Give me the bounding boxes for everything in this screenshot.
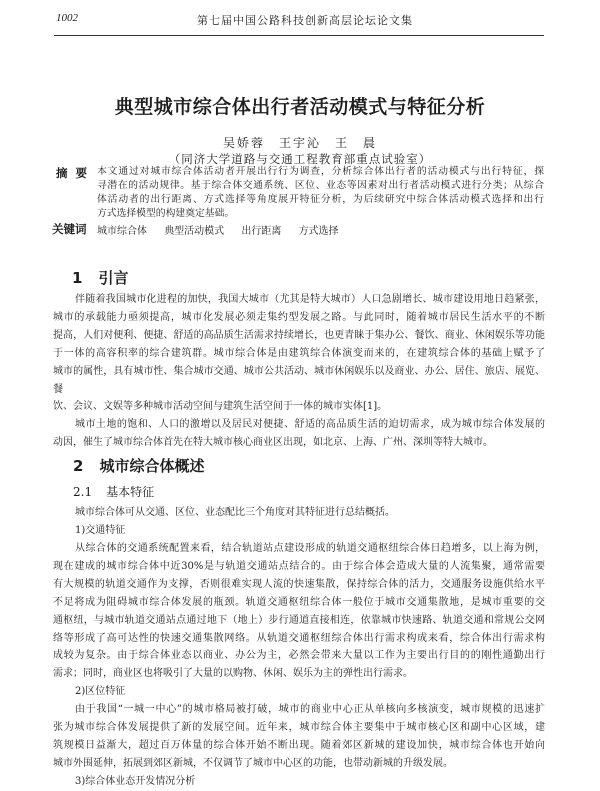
paragraph [53, 291, 545, 416]
section-heading-1 [72, 267, 128, 288]
keyword: 典型活动模式 [164, 226, 225, 237]
affiliation: （同济大学道路与交通工程教育部重点试验室） [168, 152, 432, 166]
header-rule [54, 35, 544, 36]
text-line: 从综合体的交通系统配置来看，结合轨道站点建设形成的轨道交通枢纽综合体日趋增多，以上海为例， [75, 542, 545, 554]
item-heading: 2)区位特征 [75, 686, 126, 698]
abstract-label: 摘要 [56, 166, 95, 180]
text-line: 城市的属性，具有城市性、集合城市交通、城市公共活动、城市休闲娱乐以及商业、办公、居住、旅店、展览、餐 [53, 365, 545, 395]
paragraph [53, 540, 545, 683]
keyword: 出行距离 [241, 226, 282, 237]
text-line: 络等形成了高可达性的快速交通集散网络。从轨道交通枢纽综合体出行需求构成来看，综合体出行需求构 [53, 632, 545, 644]
text-line: 通枢纽，与城市轨道交通站点通过地下（地上）步行通道直接相连，依靠城市快速路、轨道交通和常规公交网 [53, 614, 545, 626]
item-heading: 3)综合体业态开发情况分析 [75, 775, 196, 787]
text-line: 动因，催生了城市综合体首先在特大城市核心商业区出现，如北京、上海、广州、深圳等特大城市。 [53, 437, 493, 449]
body-column [53, 291, 545, 791]
abstract [97, 165, 544, 221]
text-line: 不足将成为阻碍城市综合体发展的瓶颈。轨道交通枢纽综合体一般位于城市交通集散地，是城市重要的交 [53, 596, 545, 608]
paper-title: 典型城市综合体出行者活动模式与特征分析 [114, 96, 486, 118]
item-heading: 1)交通特征 [75, 525, 126, 537]
text-line: 城市外围延伸，拓展到郊区新城，不仅调节了城市中心区的功能，也带动新城的升级发展。 [53, 757, 453, 769]
section-title: 城市综合体概述 [99, 457, 205, 476]
abstract-line: 方式选择模型的构建奠定基础。 [97, 208, 235, 219]
text-line: 需求；同时，商业区也将吸引了大量的以购物、休闲、娱乐为主的弹性出行需求。 [53, 668, 413, 680]
text-line: 张为城市综合体发展提供了新的发展空间。近年来，城市综合体主要集中于城市核心区和副中心区域，建 [53, 722, 545, 734]
text-line: 城市综合体可从交通、区位、业态配比三个角度对其特征进行总结概括。 [75, 507, 395, 519]
subsection-number: 2.1 [73, 485, 93, 500]
subsection-heading-2-1 [53, 480, 545, 504]
text-line: 于一体的高容积率的综合建筑群。城市综合体是由建筑综合体演变而来的，在建筑综合体的基础上赋予了 [53, 347, 545, 359]
abstract-line: 体活动者的出行距离、方式选择等角度展开特征分析，为后续研究中综合体活动模式选择和出行 [97, 194, 544, 205]
abstract-line: 本文通过对城市综合体活动者开展出行行为调查，分析综合体出行者的活动模式与出行特征，探 [97, 166, 544, 177]
paragraph [53, 416, 545, 452]
keyword: 方式选择 [298, 226, 339, 237]
subsection-title: 基本特征 [106, 485, 155, 500]
abstract-line: 寻潜在的活动规律。基于综合体交通系统、区位、业态等因素对出行者活动模式进行分类；从综合 [97, 180, 544, 191]
text-line: 现在建成的城市综合体中近30%是与轨道交通站点结合的。由于综合体会造成大量的人流集聚，通常需要 [53, 560, 545, 572]
section-number: 2 [73, 457, 84, 476]
text-line: 成较为复杂。由于综合体业态以商业、办公为主，必然会带来大量以工作为主要出行目的的刚性通勤出行 [53, 650, 545, 662]
section-number: 1 [72, 269, 83, 287]
text-line: 有大规模的轨道交通作为支撑，否则很难实现人流的快速集散，保持综合体的活力，交通服务设施供给水平 [53, 578, 545, 590]
keywords-label: 关键词 [52, 222, 87, 236]
text-line: 提高，人们对便利、便捷、舒适的高品质生活需求持续增长，也更青睐于集办公、餐饮、商业、休闲娱乐等功能 [53, 329, 545, 341]
running-header: 第七届中国公路科技创新高层论坛论文集 [197, 14, 413, 27]
section-heading-2 [53, 452, 545, 478]
paragraph [53, 701, 545, 773]
text-line: 饮、会议、文娱等多种城市活动空间与建筑生活空间于一体的城市实体[1]。 [53, 401, 388, 413]
text-line: 城市的承载能力亟须提高，城市化发展必须走集约型发展之路。与此同时，随着城市居民生活水平的不断 [53, 311, 545, 323]
keyword: 城市综合体 [97, 226, 147, 237]
authors: 吴娇蓉 王宇沁 王 晨 [222, 136, 377, 150]
section-title: 引言 [98, 269, 129, 287]
text-line: 筑规模日益渐大，超过百万体量的综合体开始不断出现。随着郊区新城的建设加快，城市综合体也开始向 [53, 739, 545, 751]
page-number: 1002 [56, 12, 78, 24]
keywords [97, 222, 353, 237]
text-line: 城市土地的饱和、人口的激增以及居民对便捷、舒适的高品质生活的迫切需求，成为城市综合体发展的 [75, 419, 545, 431]
text-line: 由于我国“一城一中心”的城市格局被打破，城市的商业中心正从单核向多核演变，城市规模的迅速扩 [75, 704, 545, 716]
text-line: 伴随着我国城市化进程的加快，我国大城市（尤其是特大城市）人口急剧增长、城市建设用地日趋紧张， [75, 294, 545, 305]
